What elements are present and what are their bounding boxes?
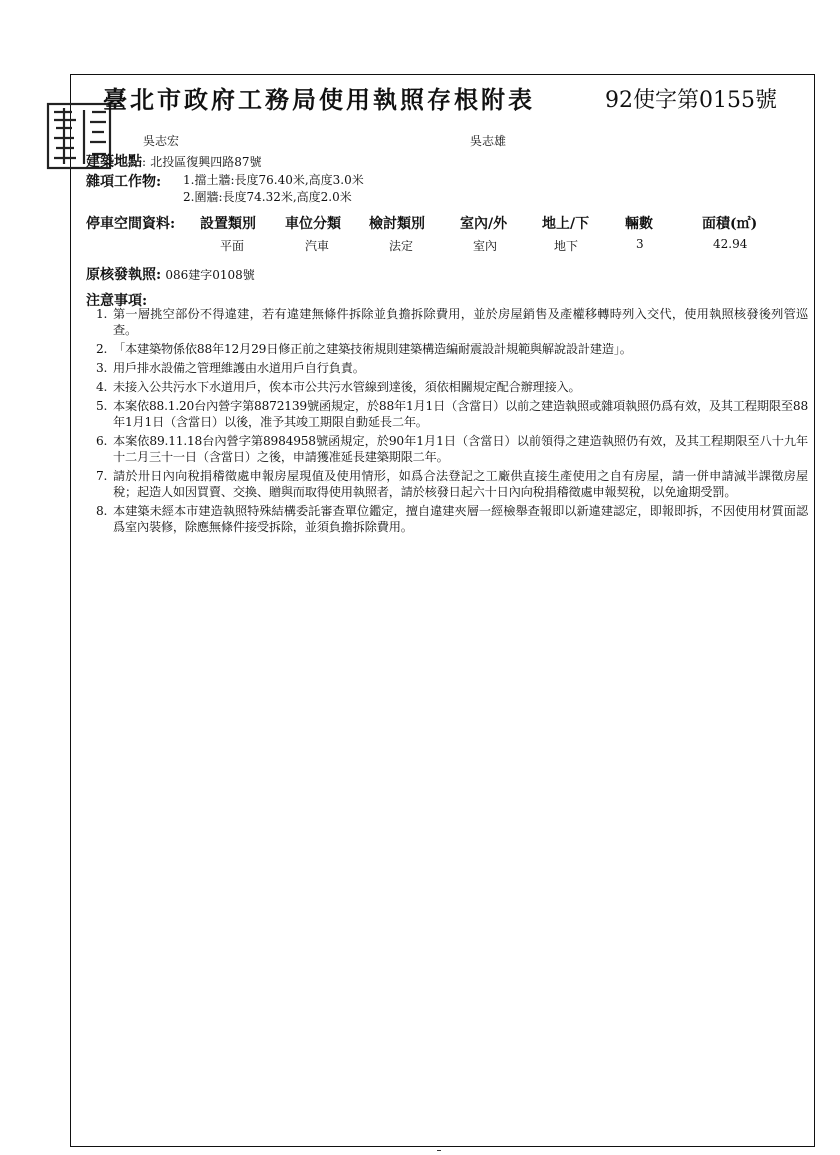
original-permit-value: 086建字0108號 (165, 268, 255, 282)
parking-value-level: 地下 (554, 239, 579, 253)
notes-title: 注意事項: (86, 293, 148, 309)
parking-value-count: 3 (636, 237, 644, 251)
document-frame (70, 74, 815, 1147)
parking-value-area: 42.94 (713, 237, 748, 251)
parking-value-review: 法定 (389, 239, 414, 253)
owner-name: 吳志宏 (143, 134, 180, 148)
site-row (86, 151, 261, 171)
original-permit-row (86, 264, 255, 284)
list-item: 5. 本案依88.1.20台內營字第8872139號函規定，於88年1月1日（含當日）以前之建造執照或雜項執照仍爲有效，及其工程期限至88年1月1日（含當日）以後，准予其竣工期限自動延長二年。 (96, 399, 808, 429)
list-item: 7. 請於卅日內向稅捐稽徵處申報房屋現值及使用情形，如爲合法登記之工廠供直接生產使用之自有房屋，請一併申請減半課徵房屋稅；起造人如因買賣、交換、贈與而取得使用執照者，請於核發日起六十日內向稅捐稽徵處申報契稅，以免逾期受罰。 (96, 469, 808, 499)
list-item: 1. 第一層挑空部份不得違建，若有違建無條件拆除並負擔拆除費用，並於房屋銷售及產權移轉時列入交代，使用執照核發後列管巡查。 (96, 307, 808, 337)
misc-works-label: 雜項工作物: (86, 174, 162, 190)
parking-header-level: 地上/下 (542, 216, 590, 232)
parking-header-indoor: 室內/外 (460, 216, 508, 232)
other-person-name: 吳志雄 (470, 134, 507, 148)
notes-list (96, 306, 808, 538)
parking-header-count: 輛數 (625, 216, 653, 232)
site-value: 北投區復興四路87號 (150, 155, 262, 169)
parking-header-class: 車位分類 (285, 216, 341, 232)
misc-works-item-1: 1.擋土牆:長度76.40米,高度3.0米 (183, 173, 364, 187)
list-item: 8. 本建築未經本市建造執照特殊結構委託審查單位鑑定，擅自違建夾層一經檢舉查報即以新違建認定，即報即拆，不因使用材質面認爲室內裝修，除應無條件接受拆除，並須負擔拆除費用。 (96, 504, 808, 534)
parking-label: 停車空間資料: (86, 216, 176, 232)
list-item: 3. 用戶排水設備之管理維護由水道用戶自行負責。 (96, 361, 365, 375)
original-permit-label: 原核發執照: (86, 267, 162, 283)
parking-header-area: 面積(㎡) (702, 216, 758, 232)
parking-header-type: 設置類別 (200, 216, 256, 232)
list-item: 2. 「本建築物係依88年12月29日修正前之建築技術規則建築構造編耐震設計規範與解說設計建造」。 (96, 342, 632, 356)
misc-works-row (86, 171, 161, 191)
site-separator: : (142, 155, 147, 169)
misc-works-item-2: 2.圍牆:長度74.32米,高度2.0米 (183, 190, 352, 204)
site-label: 建築地點 (86, 154, 142, 170)
permit-number: 92使字第0155號 (605, 88, 777, 113)
list-item: 6. 本案依89.11.18台內營字第8984958號函規定，於90年1月1日（含當日）以前領得之建造執照仍有效，及其工程期限至八十九年十二月三十一日（含當日）之後，申請獲准延長建築期限二年。 (96, 434, 808, 464)
parking-value-class: 汽車 (305, 239, 330, 253)
scan-mark (437, 1150, 441, 1151)
list-item: 4. 未接入公共污水下水道用戶，俟本市公共污水管線到達後，須依相關規定配合辦理接入。 (96, 380, 581, 394)
owner-row (143, 132, 179, 149)
document-title: 臺北市政府工務局使用執照存根附表 (103, 85, 535, 114)
parking-value-type: 平面 (220, 239, 245, 253)
parking-value-indoor: 室內 (473, 239, 498, 253)
parking-header-review: 檢討類別 (369, 216, 425, 232)
other-person (470, 132, 506, 149)
